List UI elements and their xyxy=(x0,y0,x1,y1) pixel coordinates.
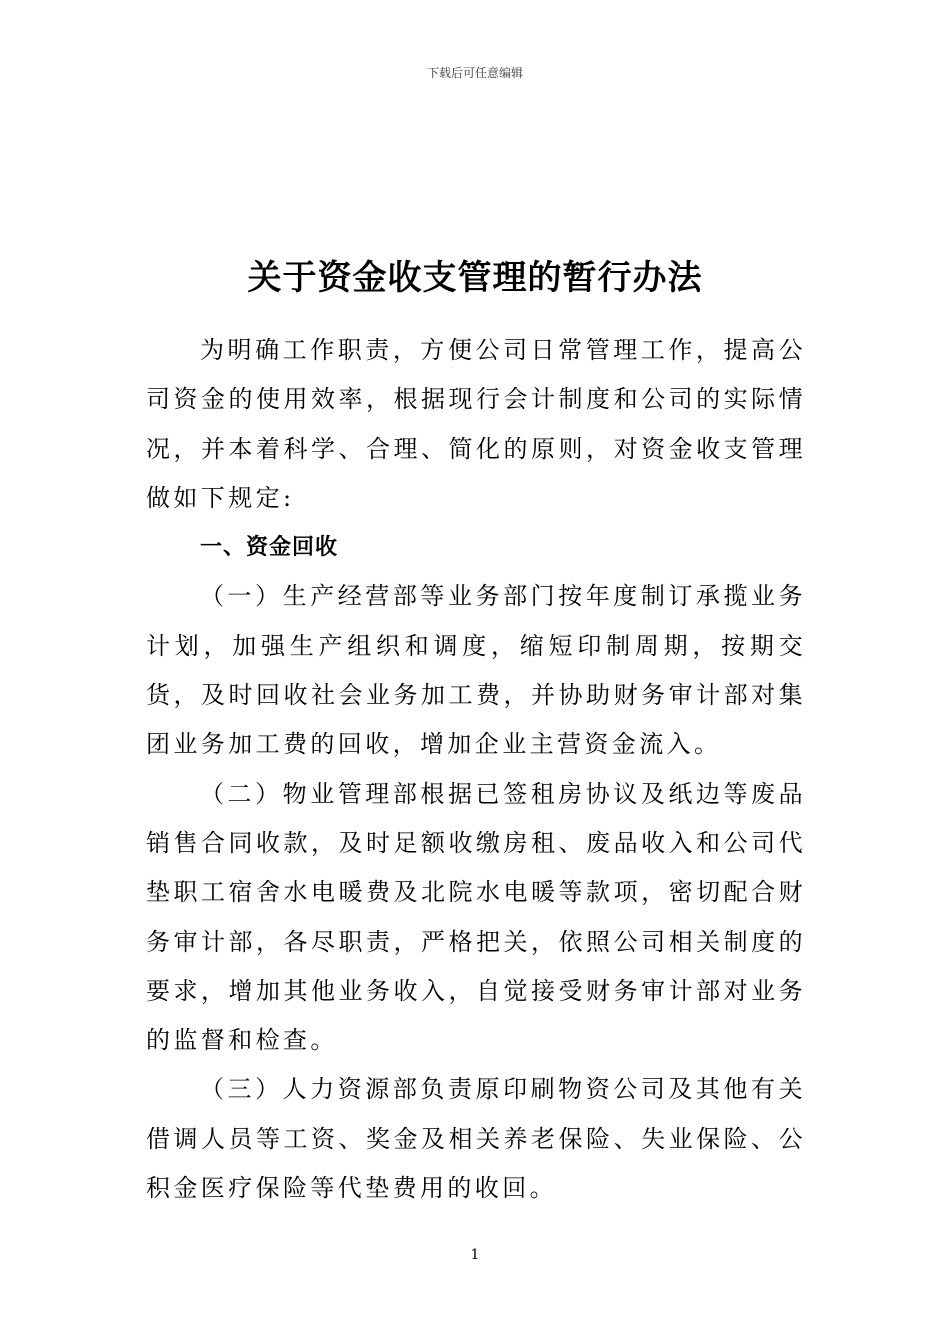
document-body xyxy=(146,326,806,1213)
item-paragraph-3: （三）人力资源部负责原印刷物资公司及其他有关借调人员等工资、奖金及相关养老保险、失业保险、公积金医疗保险等代垫费用的收回。 xyxy=(146,1075,806,1203)
item-paragraph-2: （二）物业管理部根据已签租房协议及纸边等废品销售合同收款，及时足额收缴房租、废品收入和公司代垫职工宿舍水电暖费及北院水电暖等款项，密切配合财务审计部，各尽职责，严格把关，依照公司相关制度的要求，增加其他业务收入，自觉接受财务审计部对业务的监督和检查。 xyxy=(146,779,806,1055)
item-paragraph-1: （一）生产经营部等业务部门按年度制订承揽业务计划，加强生产组织和调度，缩短印制周期，按期交货，及时回收社会业务加工费，并协助财务审计部对集团业务加工费的回收，增加企业主营资金流入。 xyxy=(146,582,806,759)
document-title: 关于资金收支管理的暂行办法 xyxy=(247,258,703,298)
page-number: 1 xyxy=(470,1247,480,1263)
header-note: 下载后可任意编辑 xyxy=(426,66,523,80)
section-heading-fund-recovery: 一、资金回收 xyxy=(200,535,339,561)
intro-paragraph: 为明确工作职责，方便公司日常管理工作，提高公司资金的使用效率，根据现行会计制度和公司的实际情况，并本着科学、合理、简化的原则，对资金收支管理做如下规定: xyxy=(146,336,806,512)
